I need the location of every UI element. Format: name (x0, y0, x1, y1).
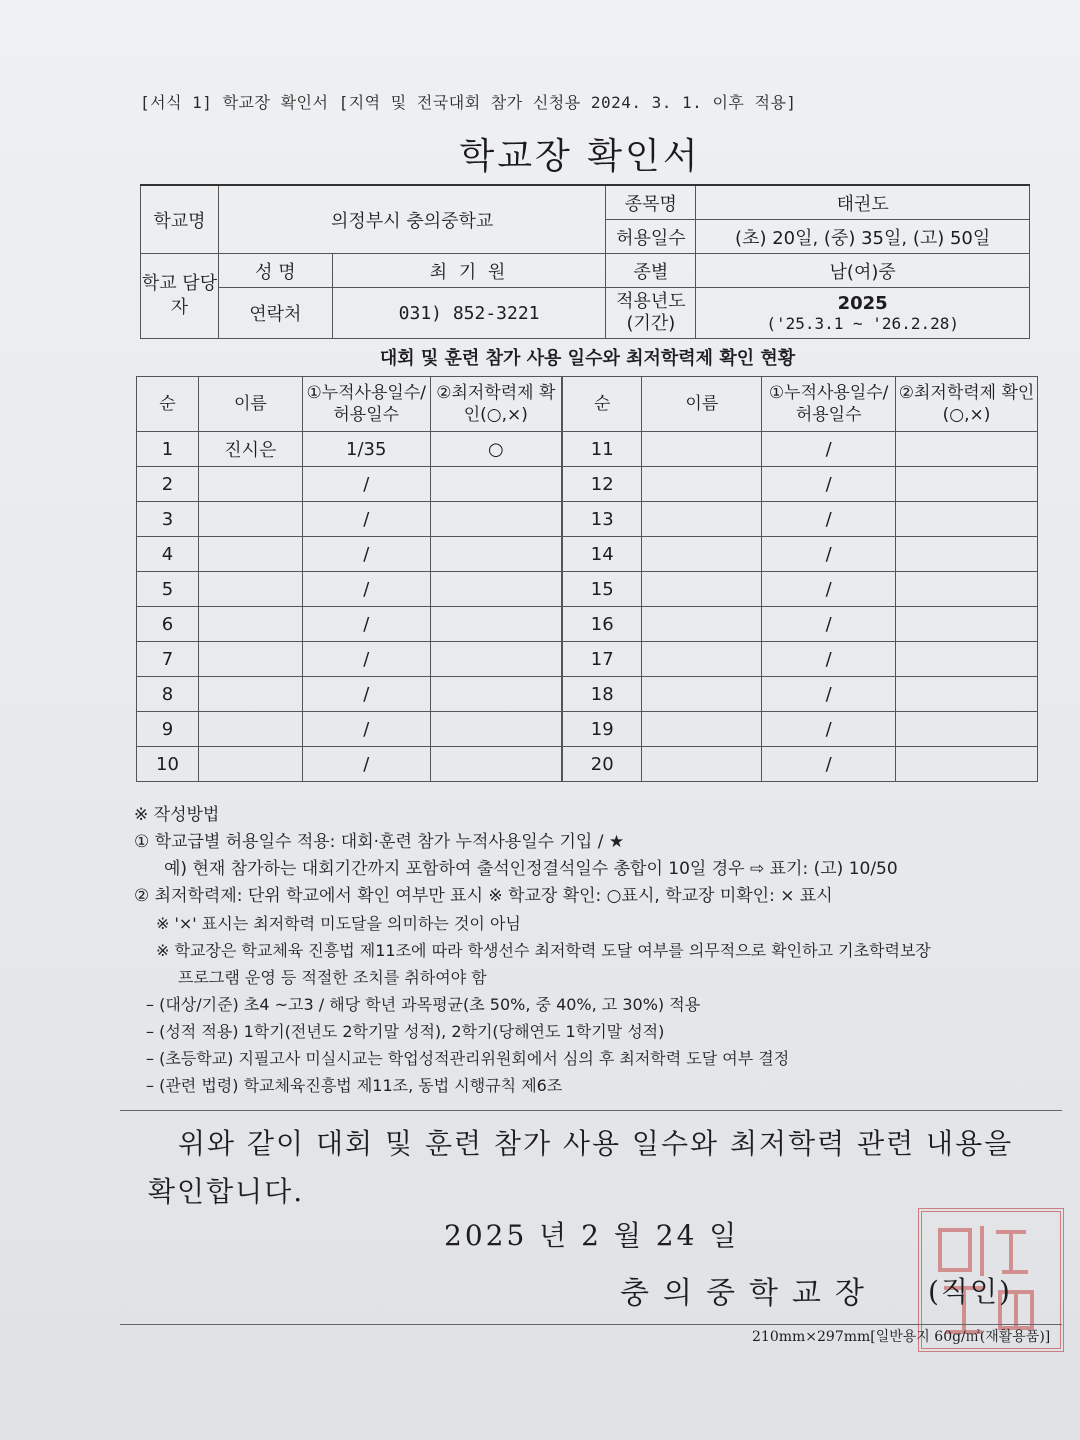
roster-cell-name (198, 642, 302, 677)
document-title: 학교장 확인서 (459, 136, 701, 177)
roster-cell-check (430, 747, 562, 782)
paper-spec-footer: 210mm×297mm[일반용지 60g/㎡(재활용품)] (752, 1329, 1051, 1345)
writing-instructions (134, 802, 1064, 1099)
roster-cell-days: 1/35 (302, 432, 430, 467)
roster-cell-check (430, 712, 562, 747)
roster-cell-days: / (762, 677, 896, 712)
note-item-2: ② 최저학력제: 단위 학교에서 확인 여부만 표시 ※ 학교장 확인: ○표시, 학교장 미확인: × 표시 (134, 886, 833, 906)
roster-cell-no: 14 (562, 537, 642, 572)
col-header-name: 이름 (198, 377, 302, 432)
roster-row (137, 467, 1038, 502)
roster-table (136, 376, 1038, 782)
roster-cell-check: ○ (430, 432, 562, 467)
type-label: 종별 (606, 254, 696, 288)
year-label: 적용년도 (기간) (606, 288, 696, 339)
roster-cell-name (642, 642, 762, 677)
type-value: 남(여)중 (696, 254, 1030, 288)
roster-cell-name (642, 677, 762, 712)
roster-cell-no: 1 (137, 432, 199, 467)
roster-cell-days: / (302, 607, 430, 642)
roster-cell-days: / (302, 502, 430, 537)
roster-cell-days: / (302, 537, 430, 572)
roster-cell-check (896, 572, 1038, 607)
section-title: 대회 및 훈련 참가 사용 일수와 최저학력제 확인 현황 (140, 342, 1035, 377)
roster-cell-check (896, 747, 1038, 782)
col-header-days: ①누적사용일수/ 허용일수 (762, 377, 896, 432)
roster-cell-days: / (762, 467, 896, 502)
name-value: 최 기 원 (332, 254, 606, 288)
year-period: ('25.3.1 ~ '26.2.28) (766, 314, 959, 333)
roster-cell-name (198, 747, 302, 782)
footer-divider (120, 1324, 1062, 1325)
roster-cell-no: 16 (562, 607, 642, 642)
info-table (140, 184, 1030, 339)
roster-cell-no: 10 (137, 747, 199, 782)
note-item-2-sub-2: ※ 학교장은 학교체육 진흥법 제11조에 따라 학생선수 최저학력 도달 여부를 의무적으로 확인하고 기초학력보장 (156, 941, 931, 960)
roster-cell-days: / (762, 432, 896, 467)
divider (120, 1110, 1062, 1111)
days-value: (초) 20일, (중) 35일, (고) 50일 (696, 220, 1030, 254)
roster-cell-days: / (302, 642, 430, 677)
roster-cell-no: 17 (562, 642, 642, 677)
roster-cell-no: 2 (137, 467, 199, 502)
col-header-name: 이름 (642, 377, 762, 432)
year-value: 2025 (837, 293, 888, 314)
roster-cell-check (430, 572, 562, 607)
note-item-1-example: 예) 현재 참가하는 대회기간까지 포함하여 출석인정결석일수 총합이 10일 경우 ⇨ 표기: (고) 10/50 (164, 859, 898, 879)
roster-cell-no: 11 (562, 432, 642, 467)
note-item-1: ① 학교급별 허용일수 적용: 대회·훈련 참가 누적사용일수 기입 / ★ (134, 832, 625, 852)
roster-cell-check (430, 502, 562, 537)
contact-value: 031) 852-3221 (332, 288, 606, 339)
issue-date: 2025 년 2 월 24 일 (444, 1219, 740, 1252)
name-label: 성 명 (218, 254, 332, 288)
roster-cell-name (198, 677, 302, 712)
manager-label: 학교 담당자 (141, 254, 219, 339)
roster-cell-no: 6 (137, 607, 199, 642)
roster-cell-name (198, 572, 302, 607)
roster-cell-no: 5 (137, 572, 199, 607)
roster-cell-check (896, 502, 1038, 537)
roster-row (137, 677, 1038, 712)
roster-cell-check (896, 642, 1038, 677)
roster-header-row (137, 377, 1038, 432)
roster-row (137, 747, 1038, 782)
roster-cell-name (198, 607, 302, 642)
col-header-check: ②최저학력제 확인(○,×) (430, 377, 562, 432)
roster-cell-no: 7 (137, 642, 199, 677)
col-header-no: 순 (562, 377, 642, 432)
notes-heading: ※ 작성방법 (134, 805, 220, 825)
school-label: 학교명 (141, 185, 219, 254)
roster-cell-days: / (762, 502, 896, 537)
roster-cell-days: / (302, 467, 430, 502)
form-header: [서식 1] 학교장 확인서 [지역 및 전국대회 참가 신청용 2024. 3. 1. 이후 적용] (140, 93, 797, 112)
roster-cell-no: 18 (562, 677, 642, 712)
seal-label: (직인) (928, 1275, 1012, 1308)
roster-row (137, 607, 1038, 642)
roster-cell-days: / (762, 537, 896, 572)
roster-cell-name (642, 467, 762, 502)
roster-row (137, 642, 1038, 677)
roster-row (137, 712, 1038, 747)
roster-cell-days: / (762, 572, 896, 607)
roster-cell-check (430, 642, 562, 677)
roster-row (137, 572, 1038, 607)
roster-cell-check (896, 677, 1038, 712)
roster-cell-days: / (302, 712, 430, 747)
note-dash-4: – (관련 법령) 학교체육진흥법 제11조, 동법 시행규칙 제6조 (146, 1076, 563, 1095)
roster-cell-no: 13 (562, 502, 642, 537)
roster-cell-no: 19 (562, 712, 642, 747)
roster-cell-check (430, 537, 562, 572)
roster-cell-no: 3 (137, 502, 199, 537)
roster-cell-name (198, 467, 302, 502)
roster-row (137, 432, 1038, 467)
roster-cell-check (896, 467, 1038, 502)
days-label: 허용일수 (606, 220, 696, 254)
confirmation-statement: 위와 같이 대회 및 훈련 참가 사용 일수와 최저학력 관련 내용을 확인합니다. (148, 1127, 1014, 1208)
roster-cell-days: / (762, 712, 896, 747)
col-header-check: ②최저학력제 확인(○,×) (896, 377, 1038, 432)
roster-cell-name (642, 712, 762, 747)
roster-cell-name (198, 537, 302, 572)
roster-cell-days: / (762, 607, 896, 642)
roster-cell-name: 진시은 (198, 432, 302, 467)
sport-value: 태권도 (696, 185, 1030, 220)
roster-cell-name (198, 502, 302, 537)
roster-row (137, 537, 1038, 572)
sport-label: 종목명 (606, 185, 696, 220)
roster-cell-days: / (302, 677, 430, 712)
principal-title: 충의중학교장 (620, 1276, 878, 1311)
note-item-2-sub-1: ※ '×' 표시는 최저학력 미도달을 의미하는 것이 아님 (156, 914, 521, 933)
roster-cell-check (430, 467, 562, 502)
note-item-2-sub-2b: 프로그램 운영 등 적절한 조치를 취하여야 함 (178, 968, 487, 987)
roster-cell-check (896, 432, 1038, 467)
roster-cell-name (642, 572, 762, 607)
roster-cell-no: 8 (137, 677, 199, 712)
roster-cell-no: 12 (562, 467, 642, 502)
roster-cell-name (642, 502, 762, 537)
roster-row (137, 502, 1038, 537)
roster-cell-check (896, 607, 1038, 642)
roster-cell-check (430, 677, 562, 712)
roster-cell-days: / (762, 642, 896, 677)
note-dash-1: – (대상/기준) 초4 ~고3 / 해당 학년 과목평균(초 50%, 중 40%, 고 30%) 적용 (146, 995, 701, 1014)
roster-cell-name (642, 432, 762, 467)
roster-cell-check (896, 712, 1038, 747)
roster-cell-check (896, 537, 1038, 572)
roster-cell-name (642, 607, 762, 642)
note-dash-2: – (성적 적용) 1학기(전년도 2학기말 성적), 2학기(당해연도 1학기말 성적) (146, 1022, 665, 1041)
note-dash-3: – (초등학교) 지필고사 미실시교는 학업성적관리위원회에서 심의 후 최저학력 도달 여부 결정 (146, 1049, 790, 1068)
school-value: 의정부시 충의중학교 (218, 185, 606, 254)
roster-cell-no: 9 (137, 712, 199, 747)
roster-cell-no: 15 (562, 572, 642, 607)
roster-cell-no: 20 (562, 747, 642, 782)
roster-cell-days: / (762, 747, 896, 782)
roster-cell-check (430, 607, 562, 642)
contact-label: 연락처 (218, 288, 332, 339)
roster-cell-days: / (302, 572, 430, 607)
roster-cell-no: 4 (137, 537, 199, 572)
roster-cell-name (642, 747, 762, 782)
roster-cell-days: / (302, 747, 430, 782)
roster-cell-name (642, 537, 762, 572)
year-cell (696, 288, 1030, 339)
roster-cell-name (198, 712, 302, 747)
col-header-days: ①누적사용일수/ 허용일수 (302, 377, 430, 432)
col-header-no: 순 (137, 377, 199, 432)
